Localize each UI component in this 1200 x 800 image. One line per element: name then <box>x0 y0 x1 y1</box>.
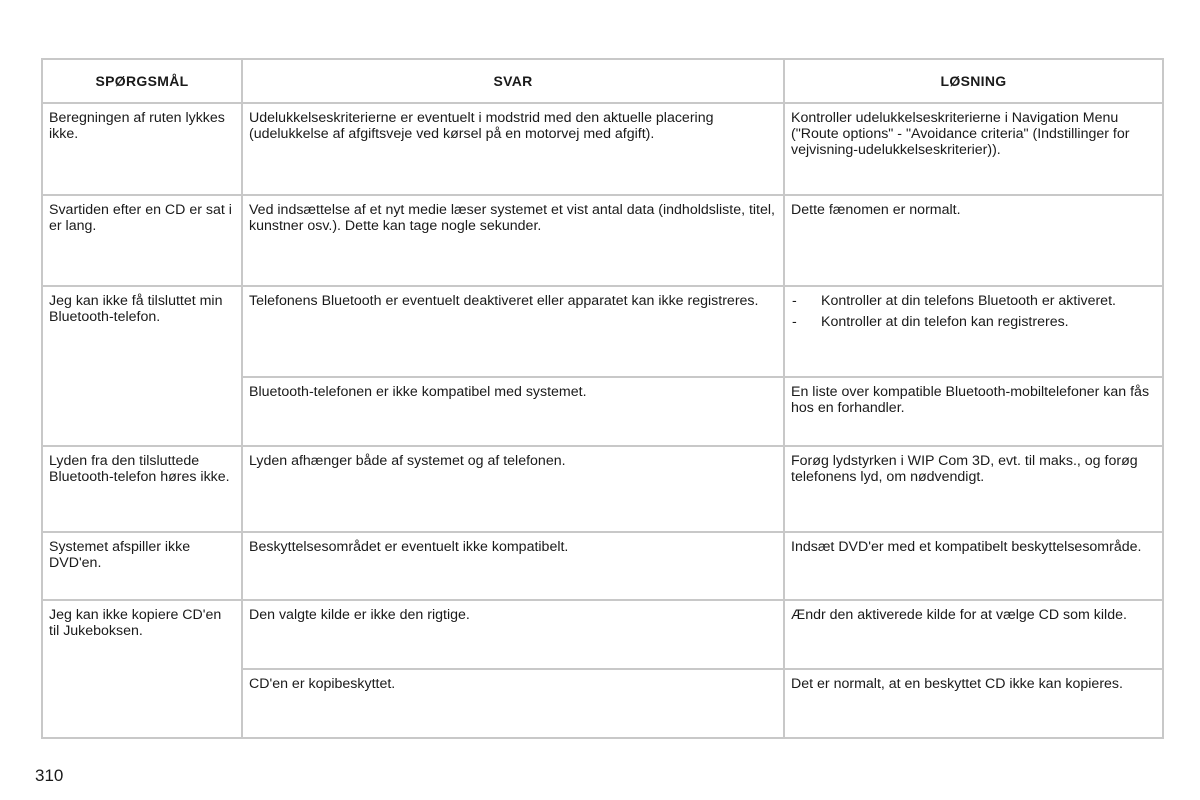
table-row <box>42 286 1163 377</box>
solution-cell: Forøg lydstyrken i WIP Com 3D, evt. til maks., og forøg telefonens lyd, om nødvendigt. <box>784 446 1163 532</box>
solution-list-item: - Kontroller at din telefon kan registreres. <box>791 314 1156 330</box>
table-row <box>42 103 1163 195</box>
answer-cell: Telefonens Bluetooth er eventuelt deaktiveret eller apparatet kan ikke registreres. <box>242 286 784 377</box>
question-cell: Beregningen af ruten lykkes ikke. <box>42 103 242 195</box>
solution-cell: Dette fænomen er normalt. <box>784 195 1163 286</box>
answer-cell: Den valgte kilde er ikke den rigtige. <box>242 600 784 669</box>
answer-cell: Ved indsættelse af et nyt medie læser systemet et vist antal data (indholdsliste, titel, kunstner osv.). Dette kan tage nogle sekunder. <box>242 195 784 286</box>
table-row <box>42 532 1163 600</box>
answer-cell: Lyden afhænger både af systemet og af telefonen. <box>242 446 784 532</box>
answer-cell: CD'en er kopibeskyttet. <box>242 669 784 738</box>
header-question: SPØRGSMÅL <box>42 59 242 103</box>
table-row <box>42 446 1163 532</box>
table-header-row <box>42 59 1163 103</box>
header-solution: LØSNING <box>784 59 1163 103</box>
answer-cell: Bluetooth-telefonen er ikke kompatibel med systemet. <box>242 377 784 446</box>
question-cell: Svartiden efter en CD er sat i er lang. <box>42 195 242 286</box>
solution-list-item: - Kontroller at din telefons Bluetooth er aktiveret. <box>791 293 1156 309</box>
question-cell: Lyden fra den tilsluttede Bluetooth-telefon høres ikke. <box>42 446 242 532</box>
solution-list <box>791 293 1156 330</box>
solution-cell: Det er normalt, at en beskyttet CD ikke kan kopieres. <box>784 669 1163 738</box>
header-answer: SVAR <box>242 59 784 103</box>
table-row <box>42 195 1163 286</box>
page-number: 310 <box>35 766 64 785</box>
answer-cell: Beskyttelsesområdet er eventuelt ikke kompatibelt. <box>242 532 784 600</box>
solution-cell: En liste over kompatible Bluetooth-mobiltelefoner kan fås hos en forhandler. <box>784 377 1163 446</box>
question-cell: Jeg kan ikke få tilsluttet min Bluetooth-telefon. <box>42 286 242 446</box>
question-cell: Jeg kan ikke kopiere CD'en til Jukeboksen. <box>42 600 242 738</box>
solution-cell: Indsæt DVD'er med et kompatibelt beskyttelsesområde. <box>784 532 1163 600</box>
solution-cell: Ændr den aktiverede kilde for at vælge CD som kilde. <box>784 600 1163 669</box>
table-row <box>42 600 1163 669</box>
solution-cell: Kontroller udelukkelseskriterierne i Navigation Menu ("Route options" - "Avoidance criteria" (Indstillinger for vejvisning-udelukkelseskriterier)). <box>784 103 1163 195</box>
solution-cell <box>784 286 1163 377</box>
troubleshooting-table <box>41 58 1164 739</box>
question-cell: Systemet afspiller ikke DVD'en. <box>42 532 242 600</box>
answer-cell: Udelukkelseskriterierne er eventuelt i modstrid med den aktuelle placering (udelukkelse af afgiftsveje ved kørsel på en motorvej med afgift). <box>242 103 784 195</box>
